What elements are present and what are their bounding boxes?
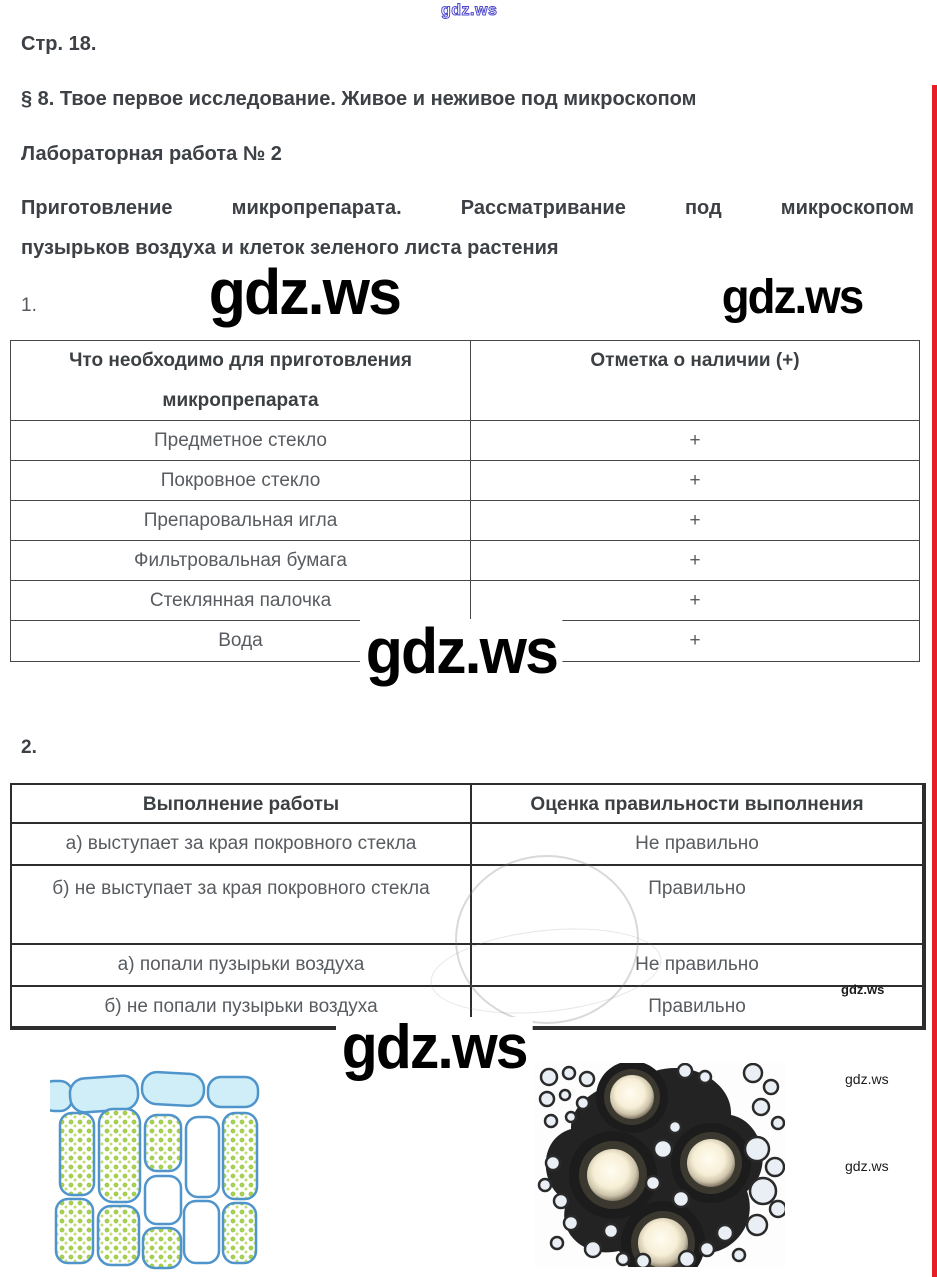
watermark-small-2: gdz.ws [845,1071,889,1087]
watermark-outline: gdz.ws [441,2,498,19]
evaluation-table-header-assessment: Оценка правильности выполнения [472,785,924,824]
table-row: Стеклянная палочка [11,581,471,621]
materials-table-header-what: Что необходимо для приготовления микропрепарата [11,341,471,421]
table-row: Вода [11,621,471,661]
item1-number: 1. [21,295,37,316]
watermark-large-1: gdz.ws [203,260,406,324]
table-cell-mark: + [471,541,919,581]
table-cell-verdict: Правильно [472,866,924,945]
table-row: а) попали пузырьки воздуха [12,945,472,987]
air-bubbles-figure [535,1063,785,1267]
materials-table-header-mark: Отметка о наличии (+) [471,341,919,421]
task-title-line2: пузырьков воздуха и клеток зеленого листа растения [21,237,559,259]
watermark-small-1: gdz.ws [841,982,885,997]
leaf-cells-figure [50,1065,260,1270]
table-row: Предметное стекло [11,421,471,461]
materials-table [10,340,920,662]
cell-outlines [50,1071,258,1268]
table-cell-mark: + [471,461,919,501]
table-row: б) не попали пузырьки воздуха [12,987,472,1028]
table-cell-verdict: Не правильно [472,945,924,987]
section-title: § 8. Твое первое исследование. Живое и неживое под микроскопом [21,88,697,110]
table-row: б) не выступает за края покровного стекла [12,866,472,945]
red-edge-bar [932,85,937,1277]
table-row: а) выступает за края покровного стекла [12,824,472,866]
watermark-large-4: gdz.ws [336,1017,532,1079]
table-row: Покровное стекло [11,461,471,501]
lab-title: Лабораторная работа № 2 [21,143,282,165]
table-row: Фильтровальная бумага [11,541,471,581]
table-cell-mark: + [689,630,701,651]
table-cell-mark: + [471,501,919,541]
watermark-large-2: gdz.ws [716,274,868,322]
item2-number: 2. [21,737,37,758]
watermark-small-3: gdz.ws [845,1158,889,1174]
table-cell-mark: + [471,581,919,621]
table-cell-verdict: Не правильно [472,824,924,866]
task-title-line1: Приготовление микропрепарата. Рассматривание под микроскопом [21,197,914,219]
watermark-large-3: gdz.ws [360,619,563,683]
table-cell-mark: + [471,421,919,461]
table-row: Препаровальная игла [11,501,471,541]
evaluation-table-header-work: Выполнение работы [12,785,472,824]
page-number-label: Стр. 18. [21,33,97,55]
table-cell-verdict: Правильно [472,987,924,1028]
